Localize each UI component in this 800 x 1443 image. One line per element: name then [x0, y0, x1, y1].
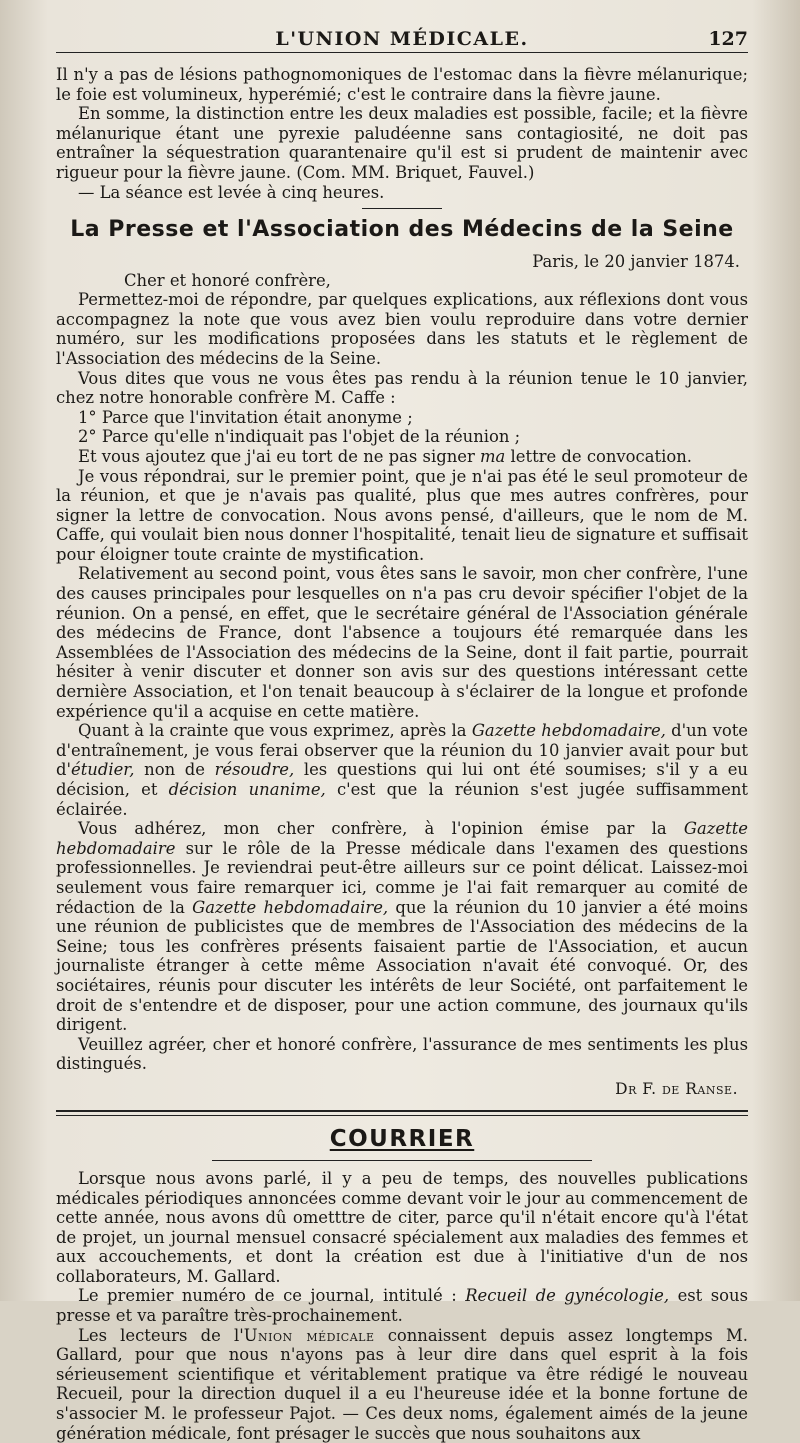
paragraph: Et vous ajoutez que j'ai eu tort de ne pas signer ma lettre de convocation. — [78, 446, 692, 466]
paragraph: Vous adhérez, mon cher confrère, à l'opinion émise par la Gazette hebdomadaire sur le rôle de la Presse médicale dans l'examen des questions professionnelles. Je reviendrai peut-être ailleurs sur ce point délicat. Laissez-moi seulement vous faire remarquer ici, comme je l'ai fait remarquer au comité de rédaction de la Gazette hebdomadaire, que la réunion du 10 janvier a été moins une réunion de publicistes que de membres de l'Association des médecins de la Seine; tous les confrères présents faisaient partie de l'Association, et aucun journaliste étranger à cette même Association n'avait été convoqué. Or, des sociétaires, réunis pour discuter les intérêts de leur Société, ont parfaitement le droit de s'entendre et de disposer, pour une action commune, des journaux qu'ils dirigent. — [56, 819, 748, 1035]
signature: Dr F. de Ranse. — [615, 1079, 738, 1098]
salutation: Cher et honoré confrère, — [124, 271, 331, 291]
section-divider — [56, 1115, 748, 1116]
paragraph: Permettez-moi de répondre, par quelques explications, aux réflexions dont vous accompagnez la note que vous avez bien voulu reproduire dans votre dernier numéro, sur les modifications proposées dans les statuts et le règlement de l'Association des médecins de la Seine. — [56, 290, 748, 368]
paragraph: Veuillez agréer, cher et honoré confrère, l'assurance de mes sentiments les plus distingués. — [56, 1034, 748, 1074]
list-item: 1° Parce que l'invitation était anonyme ; — [78, 407, 413, 427]
closing-session-report — [56, 65, 748, 202]
list-item: 2° Parce qu'elle n'indiquait pas l'objet de la réunion ; — [78, 427, 521, 447]
running-header — [56, 26, 748, 53]
section-divider — [362, 208, 442, 209]
paragraph: Quant à la crainte que vous exprimez, après la Gazette hebdomadaire, d'un vote d'entraînement, je vous ferai observer que la réunion du 10 janvier avait pour but d'étudier, non de résoudre, les questions qui lui ont été soumises; s'il y a eu décision, et décision unanime, c'est que la réunion s'est jugée suffisamment éclairée. — [56, 721, 748, 819]
paragraph: Relativement au second point, vous êtes sans le savoir, mon cher confrère, l'une des causes principales pour lesquelles on n'a pas cru devoir spécifier l'objet de la réunion. On a pensé, en effet, que le secrétaire général de l'Association générale des médecins de France, dont l'absence a toujours été remarquée dans les Assemblées de l'Association des médecins de la Seine, dont il fait partie, pourrait hésiter à venir discuter et donner son avis sur des questions intéressant cette dernière Association, et l'on tenait beaucoup à s'éclairer de la longue et profonde expérience qu'il a acquise en cette matière. — [56, 564, 748, 721]
dateline: Paris, le 20 janvier 1874. — [532, 252, 740, 272]
heading-underline — [212, 1160, 592, 1161]
paragraph: Le premier numéro de ce journal, intitulé : Recueil de gynécologie, est sous presse et va paraître très-prochainement. — [56, 1286, 748, 1326]
section-heading: COURRIER — [329, 1125, 475, 1152]
paragraph: Je vous répondrai, sur le premier point, que je n'ai pas été le seul promoteur de la réunion, et que je n'avais pas qualité, plus que mes autres confrères, pour signer la lettre de convocation. Nous avons pensé, d'ailleurs, que le nom de M. Caffe, qui voulait bien nous donner l'hospitalité, tenait lieu de signature et suffisait pour éloigner toute crainte de mystification. — [56, 466, 748, 564]
section-heading: La Presse et l'Association des Médecins de la Seine — [70, 217, 734, 243]
paragraph: Vous dites que vous ne vous êtes pas rendu à la réunion tenue le 10 janvier, chez notre honorable confrère M. Caffe : — [56, 368, 748, 408]
page-number: 127 — [708, 28, 748, 50]
section-divider — [56, 1110, 748, 1112]
paragraph: Il n'y a pas de lésions pathognomoniques de l'estomac dans la fièvre mélanurique; le foie est volumineux, hyperémié; c'est le contraire dans la fièvre jaune. — [56, 65, 748, 104]
journal-title: L'UNION MÉDICALE. — [275, 28, 529, 50]
letter-section — [56, 217, 748, 1098]
paragraph: Les lecteurs de l'Union médicale connaissent depuis assez longtemps M. Gallard, pour que nous n'ayons pas à leur dire dans quel esprit à la fois sérieusement scientifique et véritablement pratique va être rédigé le nouveau Recueil, pour la direction duquel il a eu l'heureuse idée et la bonne fortune de s'associer M. le professeur Pajot. — Ces deux noms, également aimés de la jeune génération médicale, font présager le succès que nous souhaitons aux — [56, 1325, 748, 1443]
paragraph: — La séance est levée à cinq heures. — [78, 182, 385, 202]
paragraph: En somme, la distinction entre les deux maladies est possible, facile; et la fièvre mélanurique étant une pyrexie paludéenne sans contagiosité, ne doit pas entraîner la séquestration quarantenaire qu'il est si prudent de maintenir avec rigueur pour la fièvre jaune. (Com. MM. Briquet, Fauvel.) — [56, 104, 748, 182]
paragraph: Lorsque nous avons parlé, il y a peu de temps, des nouvelles publications médicales périodiques annoncées comme devant voir le jour au commencement de cette année, nous avons dû ometttre de citer, parce qu'il n'était encore qu'à l'état de projet, un journal mensuel consacré spécialement aux maladies des femmes et aux accouchements, et dont la création est due à l'initiative d'un de nos collaborateurs, M. Gallard. — [56, 1168, 748, 1286]
courrier-section — [56, 1126, 748, 1443]
